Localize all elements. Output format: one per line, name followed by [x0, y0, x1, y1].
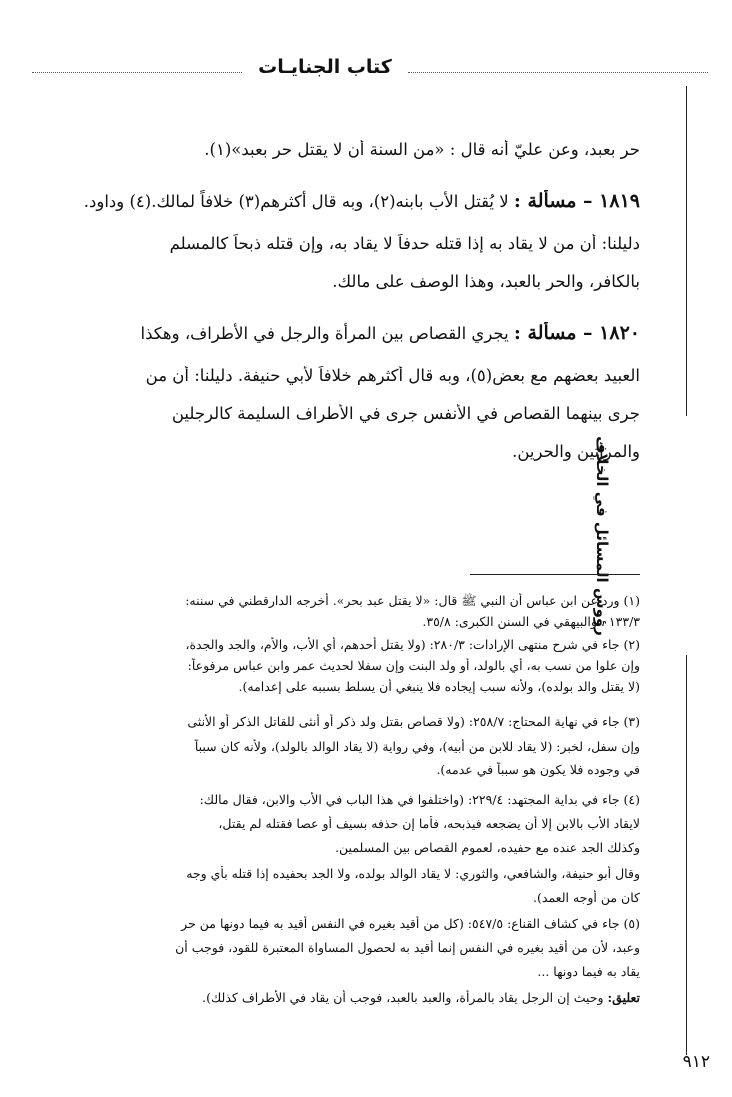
- issue-1819-text: لا يُقتل الأب بابنه(٢)، وبه قال أكثرهم(٣) خلافاً لمالك.(٤) وداود.: [83, 192, 509, 211]
- footnote-line: ١٣٣/٣ ، والبيهقي في السنن الكبرى: ٣٥/٨.: [422, 614, 640, 629]
- footnote-line: وقال أبو حنيفة، والشافعي، والثوري: لا يقاد الوالد بولده، ولا الجد بحفيده إذا قتله بأي وجه: [186, 866, 640, 881]
- footnote-line: (٥) جاء في كشاف القناع: ٥٤٧/٥: (كل من أقيد بغيره في النفس أقيد به فيما دونها من حر: [181, 916, 640, 931]
- header-rule-right: [408, 72, 708, 73]
- issue-number-1819: ١٨١٩ – مسألة :: [513, 190, 640, 212]
- footnote-line: في وجوده فلا يكون هو سبباً في عدمه).: [436, 762, 640, 777]
- footnote-line: وإن علوا من نسب به، أي بالولد، أو ولد البنت وإن سفلا لحديث عمر وابن عباس مرفوعاً:: [187, 658, 640, 673]
- issue-number-1820: ١٨٢٠ – مسألة :: [513, 322, 640, 344]
- body-line-4: بالكافر، والحر بالعبد، وهذا الوصف على مالك.: [332, 272, 640, 291]
- comment-text: وحيث إن الرجل يقاد بالمرأة، والعبد بالعبد، فوجب أن يقاد في الأطراف كذلك).: [202, 990, 604, 1005]
- footnote-comment: [40, 990, 640, 1005]
- footnote-line: وإن سفل، لخبر: (لا يقاد للابن من أبيه)، وفي رواية (لا يقاد الوالد بالولد)، ولأنه كان سبباً: [194, 739, 640, 754]
- body-line-8: والمرأتين والحرين.: [512, 442, 640, 461]
- footnote-separator: [470, 574, 640, 575]
- comment-label: تعليق:: [607, 990, 640, 1005]
- footnote-line: وكذلك الجد عنده مع حفيده، لعموم القصاص بين المسلمين.: [335, 840, 640, 855]
- footnote-line: وعبد، لأن من أقيد بغيره في النفس إنما أقيد به لحصول المساواة المعتبرة للقود، فوجب أن: [175, 940, 640, 955]
- body-line-6: العبيد بعضهم مع بعض(٥)، وبه قال أكثرهم خلافاً لأبي حنيفة. دليلنا: أن من: [145, 366, 640, 385]
- side-running-title: رؤوس المسائل في الخلاف: [593, 436, 611, 636]
- body-line-3: دليلنا: أن من لا يقاد به إذا قتله حدفاً لا يقاد به، وإن قتله ذبحاً كالمسلم: [169, 234, 640, 253]
- footnote-line: لايقاد الأب بالابن إلا أن يضجعه فيذبحه، فأما إن حذفه بسيف أو عصا فقتله لم يقتل،: [218, 816, 640, 831]
- footnote-line: يقاد به فيما دونها ...: [537, 964, 640, 979]
- page-header-title: كتاب الجنايـات: [258, 56, 392, 78]
- header-rule-left: [32, 72, 242, 73]
- issue-1820: [40, 322, 640, 344]
- footnote-line: (٤) جاء في بداية المجتهد: ٢٢٩/٤: (واختلفوا في هذا الباب في الأب والابن، فقال مالك:: [199, 792, 640, 807]
- issue-1820-text: يجري القصاص بين المرأة والرجل في الأطراف، وهكذا: [140, 324, 509, 343]
- footnote-line: كان من أوجه العمد).: [533, 890, 640, 905]
- issue-1819: [40, 190, 640, 212]
- footnote-line: (لا يقتل والد بولده)، ولأنه سبب إيجاده فلا ينبغي أن يسلط بسببه على إعدامه).: [238, 679, 640, 694]
- page-number: ٩١٢: [682, 1052, 710, 1072]
- body-line-1: حر بعبد، وعن عليّ أنه قال : «من السنة أن لا يقتل حر بعبد»(١).: [204, 140, 640, 159]
- body-line-7: جرى بينهما القصاص في الأنفس جرى في الأطراف السليمة كالرجلين: [171, 404, 640, 423]
- footnote-line: (٣) جاء في نهاية المحتاج: ٢٥٨/٧: (ولا قصاص بقتل ولد ذكر أو أنثى للقاتل الذكر أو الأنثى: [187, 714, 640, 729]
- side-rule-top: [686, 86, 687, 416]
- footnote-line: (٢) جاء في شرح منتهى الإرادات: ٢٨٠/٣: (ولا يقتل أحدهم، أي الأب، والأم، والجد والجدة،: [185, 637, 640, 652]
- side-rule-bottom: [686, 655, 687, 1055]
- footnote-line: (١) ورد عن ابن عباس أن النبي ﷺ قال: «لا يقتل عبد بحر». أخرجه الدارقطني في سننه:: [185, 593, 640, 608]
